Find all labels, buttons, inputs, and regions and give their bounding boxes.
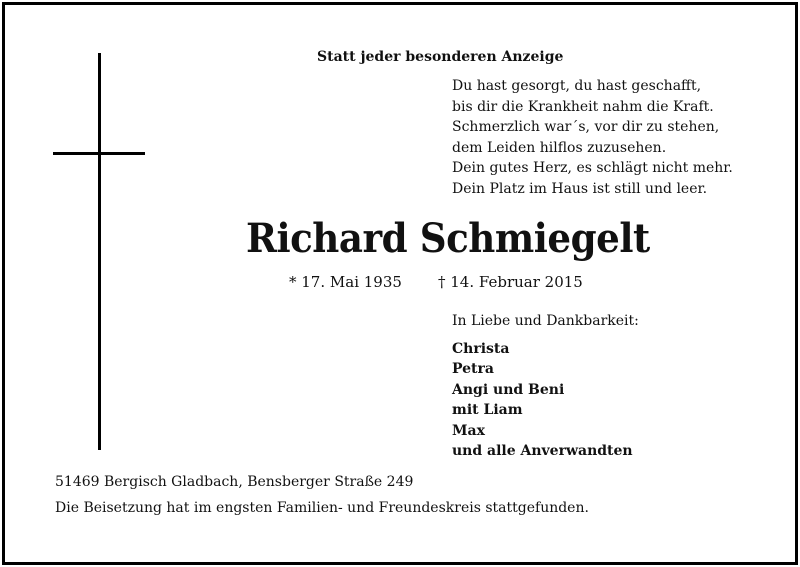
mourners-list <box>452 339 633 461</box>
notice-header: Statt jeder besonderen Anzeige <box>317 49 564 65</box>
poem-line: Du hast gesorgt, du hast geschafft, <box>452 78 702 94</box>
funeral-note: Die Beisetzung hat im engsten Familien- und Freundeskreis stattgefunden. <box>55 500 589 516</box>
mourner-name: und alle Anverwandten <box>452 443 633 460</box>
poem-line: Dein Platz im Haus ist still und leer. <box>452 180 708 197</box>
cross-horizontal-bar <box>53 152 145 155</box>
mourner-name: Max <box>452 422 485 439</box>
cross-vertical-bar <box>98 53 101 450</box>
mourner-name: mit Liam <box>452 402 523 419</box>
death-date: † 14. Februar 2015 <box>438 273 583 291</box>
mourner-name: Angi und Beni <box>452 381 565 398</box>
gratitude-line: In Liebe und Dankbarkeit: <box>452 313 639 329</box>
mourner-name: Christa <box>452 341 510 357</box>
poem-line: Dein gutes Herz, es schlägt nicht mehr. <box>452 160 733 177</box>
poem-line: Schmerzlich war´s, vor dir zu stehen, <box>452 119 720 136</box>
poem <box>452 76 733 200</box>
deceased-name: Richard Schmiegelt <box>246 215 650 262</box>
mourner-name: Petra <box>452 361 494 378</box>
address-line: 51469 Bergisch Gladbach, Bensberger Straße 249 <box>55 474 414 490</box>
poem-line: dem Leiden hilflos zuzusehen. <box>452 139 667 156</box>
poem-line: bis dir die Krankheit nahm die Kraft. <box>452 98 714 115</box>
birth-date: * 17. Mai 1935 <box>289 273 402 291</box>
